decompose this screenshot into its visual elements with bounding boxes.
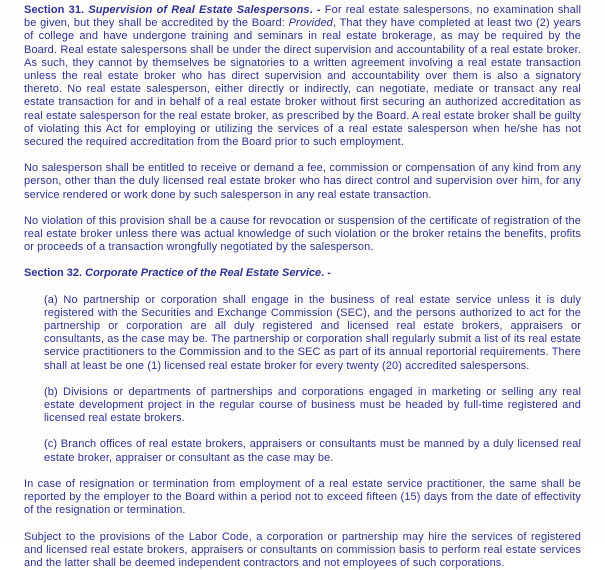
section-31-title: Supervision of Real Estate Salespersons: [88, 4, 309, 16]
section-31-lead-text: For real estate salespersons, no examination shall be given, but they shall be accredited by the Board:: [24, 4, 581, 29]
section-32-number: Section 32.: [24, 267, 82, 279]
section-32-heading-separator: . -: [321, 267, 331, 279]
section-32-heading: [24, 267, 581, 280]
section-31-heading-paragraph: [24, 4, 581, 149]
section-31-provided-italic: Provided: [289, 17, 333, 29]
section-32-subparagraph-c: (c) Branch offices of real estate brokers, appraisers or consultants must be manned by a duly licensed real estate broker, appraiser or consultant as the case may be.: [44, 438, 581, 464]
section-32-subparagraph-a: (a) No partnership or corporation shall engage in the business of real estate service unless it is duly registered with the Securities and Exchange Commission (SEC), and the persons authorized to act for the partnership or corporation are all duly registered and licensed real estate brokers, appraisers or consultants, as the case may be. The partnership or corporation shall regularly submit a list of its real estate service practitioners to the Commission and to the SEC as part of its annual reportorial requirements. There shall at least be one (1) licensed real estate broker for every twenty (20) accredited salespersons.: [44, 294, 581, 373]
section-31-number: Section 31.: [24, 4, 84, 16]
document-body: [24, 4, 581, 570]
section-31-paragraph-2: No violation of this provision shall be a cause for revocation or suspension of the certificate of registration of the real estate broker unless there was actual knowledge of such violation or the broker retains the benefits, profits or proceeds of a transaction wrongfully negotiated by the salesperson.: [24, 215, 581, 255]
section-32-closing-paragraph-2: Subject to the provisions of the Labor Code, a corporation or partnership may hire the services of registered and licensed real estate brokers, appraisers or consultants on commission basis to perform real estate services and the latter shall be deemed independent contractors and not employees of such corporations.: [24, 531, 581, 570]
section-31-heading-separator: . -: [310, 4, 325, 16]
section-31-tail-text: , That they have completed at least two (2) years of college and have undergone training and seminars in real estate brokerage, as may be required by the Board. Real estate salespersons shall be under the direct supervision and accountability of a real estate broker. As such, they cannot by themselves be signatories to a written agreement involving a real estate transaction unless the real estate broker who has direct supervision and accountability over them is also a signatory thereto. No real estate salesperson, either directly or indirectly, can negotiate, mediate or transact any real estate transaction for and in behalf of a real estate broker without first securing an authorized accreditation as real estate salesperson for the real estate broker, as prescribed by the Board. A real estate broker shall be guilty of violating this Act for employing or utilizing the services of a real estate salesperson when he/she has not secured the required accreditation from the Board prior to such employment.: [24, 17, 581, 148]
section-31-paragraph-1: No salesperson shall be entitled to receive or demand a fee, commission or compensation of any kind from any person, other than the duly licensed real estate broker who has direct control and supervision over him, for any service rendered or work done by such salesperson in any real estate transaction.: [24, 162, 581, 202]
section-32-title: Corporate Practice of the Real Estate Service: [85, 267, 321, 279]
section-32-subparagraph-b: (b) Divisions or departments of partnerships and corporations engaged in marketing or selling any real estate development project in the regular course of business must be headed by full-time registered and licensed real estate brokers.: [44, 386, 581, 426]
section-32-closing-paragraph-1: In case of resignation or termination from employment of a real estate service practitioner, the same shall be reported by the employer to the Board within a period not to exceed fifteen (15) days from the date of effectivity of the resignation or termination.: [24, 478, 581, 518]
